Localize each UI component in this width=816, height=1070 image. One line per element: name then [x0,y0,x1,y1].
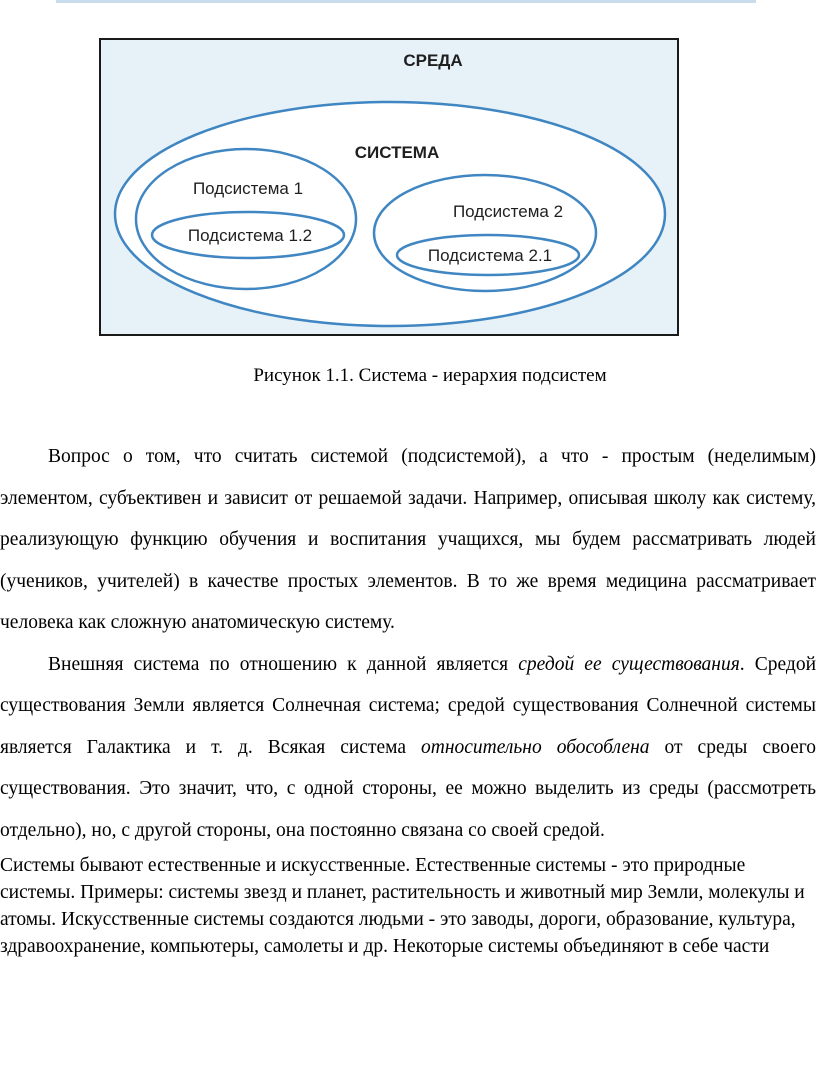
paragraph-2-part-a: Внешняя система по отношению к данной является [48,653,519,675]
paragraph-2 [0,644,816,852]
subsystem-1-2-label: Подсистема 1.2 [187,226,313,245]
system-label: СИСТЕМА [354,143,440,162]
body-text [0,436,816,960]
subsystem-2-label: Подсистема 2 [452,202,564,221]
paragraph-3: Системы бывают естественные и искусственные. Естественные системы - это природные системы. Примеры: системы звезд и планет, растительность и животный мир Земли, молекулы и атомы. Искусственные системы создаются людьми - это заводы, дороги, образование, культура, здравоохранение, компьютеры, самолеты и др. Некоторые системы объединяют в себе части [0,855,805,957]
figure-caption: Рисунок 1.1. Система - иерархия подсистем [253,365,607,386]
paragraph-2-part-c: от среды своего существования. Это значит, что, с одной стороны, ее можно выделить из среды (рассмотреть отдельно), но, с другой стороны, она постоянно связана со своей средой. [0,736,816,841]
paragraph-2-part-b: . Средой существования Земли является Солнечная система; средой существования Солнечной системы является Галактика и т. д. Всякая система [0,653,816,758]
paragraph-1: Вопрос о том, что считать системой (подсистемой), а что - простым (неделимым) элементом, субъективен и зависит от решаемой задачи. Например, описывая школу как систему, реализующую функцию обучения и воспитания учащихся, мы будем рассматривать людей (учеников, учителей) в качестве простых элементов. В то же время медицина рассматривает человека как сложную анатомическую систему. [0,446,816,633]
system-hierarchy-diagram [99,38,679,336]
subsystem-2-1-label: Подсистема 2.1 [427,246,553,265]
subsystem-1-label: Подсистема 1 [192,179,304,198]
term-environment: средой ее существования [518,653,740,675]
term-relatively-isolated: относительно обособлена [421,736,650,758]
environment-label: СРЕДА [403,51,463,70]
top-decorative-rule [56,0,756,3]
system-hierarchy-figure [99,38,679,336]
